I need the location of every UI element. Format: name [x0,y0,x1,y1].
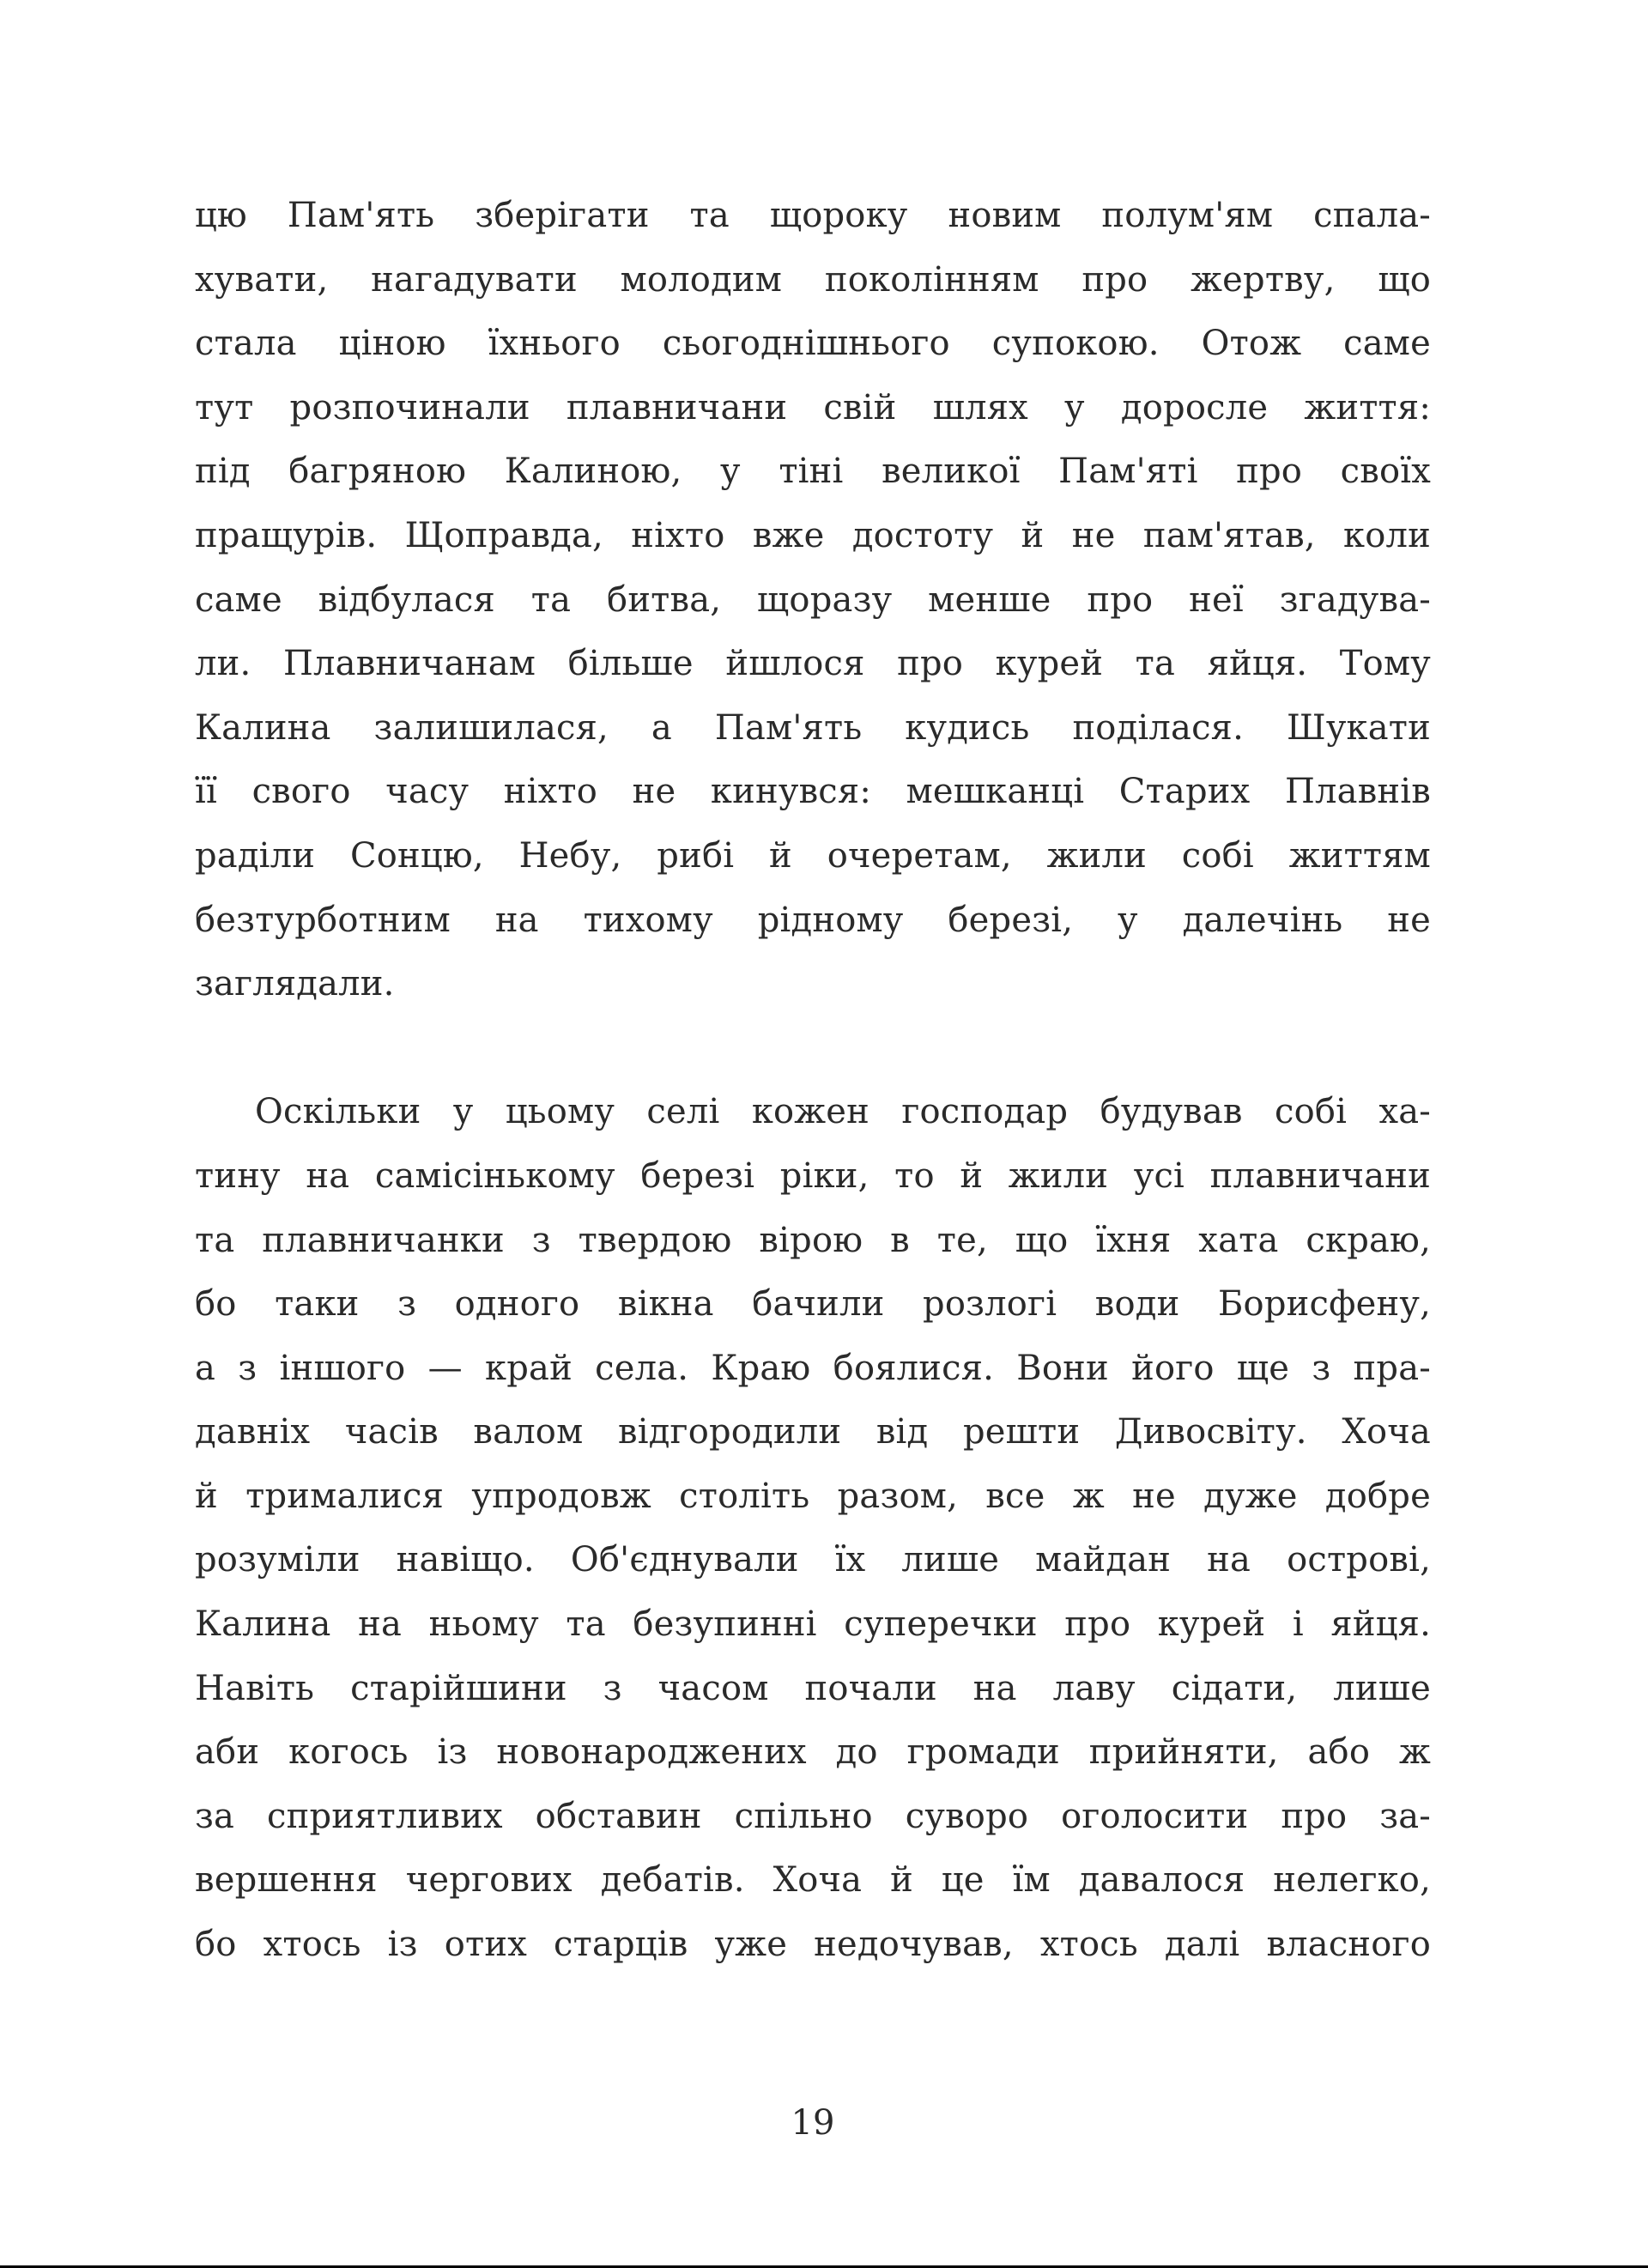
text-line: її свого часу ніхто не кинувся: мешканці Старих Плавнів [195,772,1431,812]
text-line: ли. Плавничанам більше йшлося про курей та яйця. Тому [195,644,1431,684]
text-line: Навіть старійшини з часом почали на лаву сідати, лише [195,1668,1431,1708]
text-line: аби когось із новонароджених до громади прийняти, або ж [195,1732,1431,1773]
text-line: Оскільки у цьому селі кожен господар будував собі ха- [255,1092,1431,1132]
text-line: тину на самісінькому березі ріки, то й жили усі плавничани [195,1155,1431,1196]
text-line: бо хтось із отих старців уже недочував, хтось далі власного [195,1925,1431,1965]
text-line: під багряною Калиною, у тіні великої Пам'яті про своїх [195,452,1431,492]
text-line: вершення чергових дебатів. Хоча й це їм давалося нелегко, [195,1860,1431,1901]
text-line: бо таки з одного вікна бачили розлогі води Борисфену, [195,1284,1431,1325]
text-line: та плавничанки з твердою вірою в те, що їхня хата скраю, [195,1220,1431,1260]
text-line: за сприятливих обставин спільно суворо оголосити про за- [195,1796,1431,1836]
paragraph-1 [195,184,1431,1016]
text-line: хувати, нагадувати молодим поколінням про жертву, що [195,259,1431,300]
page-number: 19 [791,2103,835,2143]
text-line: заглядали. [195,964,395,1004]
body-text [195,184,1431,1977]
text-line: пращурів. Щоправда, ніхто вже достоту й не пам'ятав, коли [195,515,1431,555]
text-line: стала ціною їхнього сьогоднішнього супокою. Отож саме [195,324,1431,364]
text-line: саме відбулася та битва, щоразу менше про неї згадува- [195,579,1431,620]
text-line: тут розпочинали плавничани свій шлях у доросле життя: [195,387,1431,428]
text-line: розуміли навіщо. Об'єднували їх лише майдан на острові, [195,1540,1431,1580]
text-line: а з іншого — край села. Краю боялися. Вони його ще з пра- [195,1348,1431,1388]
paragraph-2 [195,1080,1431,1976]
text-line: Калина залишилася, а Пам'ять кудись поділася. Шукати [195,707,1431,748]
text-line: раділи Сонцю, Небу, рибі й очеретам, жили собі життям [195,835,1431,876]
text-line: безтурботним на тихому рідному березі, у далечінь не [195,900,1431,940]
text-line: давніх часів валом відгородили від решти Дивосвіту. Хоча [195,1412,1431,1452]
text-line: цю Пам'ять зберігати та щороку новим полум'ям спала- [195,196,1431,235]
paragraph-spacer [195,1016,1431,1081]
text-line: й трималися упродовж століть разом, все ж не дуже добре [195,1476,1431,1516]
text-line: Калина на ньому та безупинні суперечки про курей і яйця. [195,1604,1431,1645]
